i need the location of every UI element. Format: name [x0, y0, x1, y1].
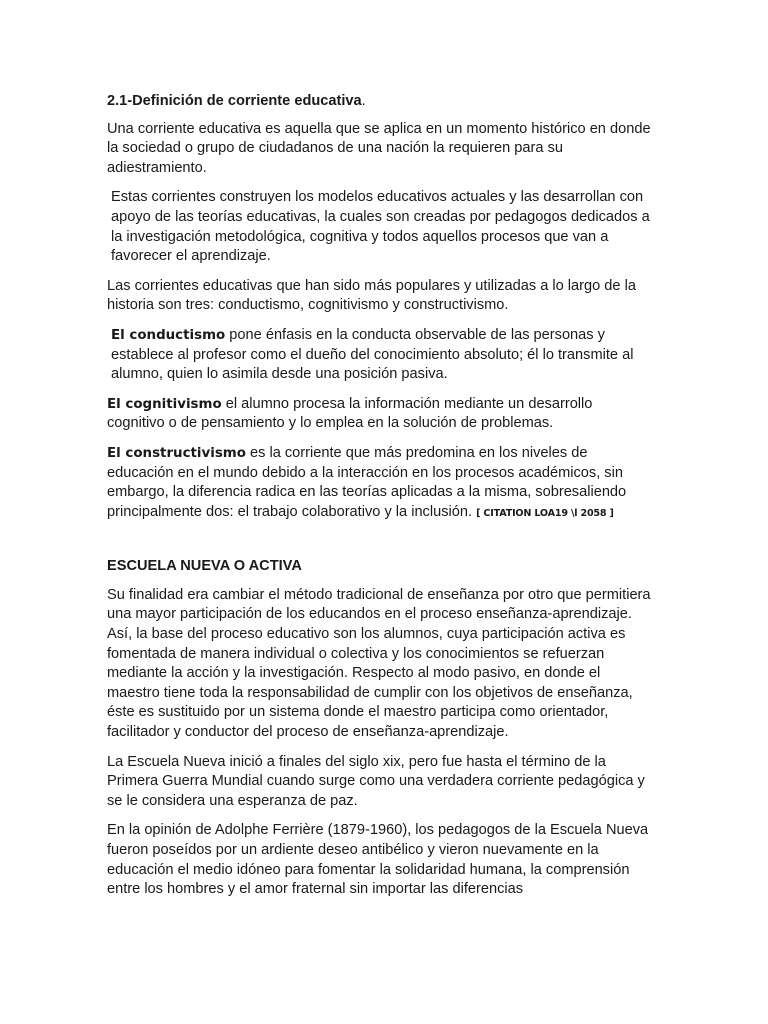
term-conductismo: El conductismo [111, 327, 226, 343]
document-body [107, 92, 652, 910]
conductismo-description: pone énfasis en la conducta observable de las personas y establece al profesor como el dueño del conocimiento absoluto; él lo transmite al alumno, quien lo asimila desde una posición pasiva. [111, 326, 634, 383]
term-cognitivismo: El cognitivismo [107, 396, 222, 412]
citation-field: [ CITATION LOA19 \l 2058 ] [476, 507, 614, 519]
paragraph-ferriere: En la opinión de Adolphe Ferrière (1879-1960), los pedagogos de la Escuela Nueva fueron poseídos por un ardiente deseo antibélico y vieron nuevamente en la educación el medio idóneo para fomentar la solidaridad humana, la comprensión entre los hombres y el amor fraternal sin importar las diferencias [107, 822, 649, 898]
constructivismo-description: es la corriente que más predomina en los niveles de educación en el mundo debido a la interacción en los procesos académicos, sin embargo, la diferencia radica en las teorías aplicadas a la misma, sobresaliendo principalmente dos: el trabajo colaborativo y la inclusión. [107, 444, 627, 520]
paragraph-modelos: Estas corrientes construyen los modelos educativos actuales y las desarrollan con apoyo de las teorías educativas, la cuales son creadas por pedagogos dedicados a la investigación metodológica, cognitiva y todos aquellos procesos que van a favorecer el aprendizaje. [111, 189, 650, 265]
paragraph-conductismo [107, 326, 652, 385]
cognitivismo-description: el alumno procesa la información mediante un desarrollo cognitivo o de pensamiento y lo emplea en la solución de problemas. [107, 395, 593, 432]
section-heading-definicion [107, 92, 652, 112]
term-constructivismo: El constructivismo [107, 445, 246, 461]
paragraph-origen-escuela-nueva: La Escuela Nueva inició a finales del siglo xix, pero fue hasta el término de la Primera Guerra Mundial cuando surge como una verdadera corriente pedagógica y se le considera una esperanza de paz. [107, 753, 645, 809]
paragraph-constructivismo [107, 444, 652, 523]
paragraph-cognitivismo [107, 395, 652, 434]
heading-period: . [361, 93, 366, 109]
section-heading-escuela-nueva: ESCUELA NUEVA O ACTIVA [107, 558, 302, 575]
heading-text: 2.1-Definición de corriente educativa [107, 93, 362, 109]
paragraph-definicion: Una corriente educativa es aquella que se aplica en un momento histórico en donde la sociedad o grupo de ciudadanos de una nación la requieren para su adiestramiento. [107, 120, 651, 176]
paragraph-corrientes-populares: Las corrientes educativas que han sido más populares y utilizadas a lo largo de la historia son tres: conductismo, cognitivismo y constructivismo. [107, 277, 636, 314]
paragraph-finalidad: Su finalidad era cambiar el método tradicional de enseñanza por otro que permitiera una mayor participación de los educandos en el proceso enseñanza-aprendizaje. Así, la base del proceso educativo son los alumnos, cuya participación activa es fomentada de manera individual o colectiva y los conocimientos se refuerzan mediante la acción y la investigación. Respecto al modo pasivo, en donde el maestro tiene toda la responsabilidad de cumplir con los objetivos de enseñanza, éste es sustituido por un sistema donde el maestro participa como orientador, facilitador y conductor del proceso de enseñanza-aprendizaje. [107, 586, 651, 741]
